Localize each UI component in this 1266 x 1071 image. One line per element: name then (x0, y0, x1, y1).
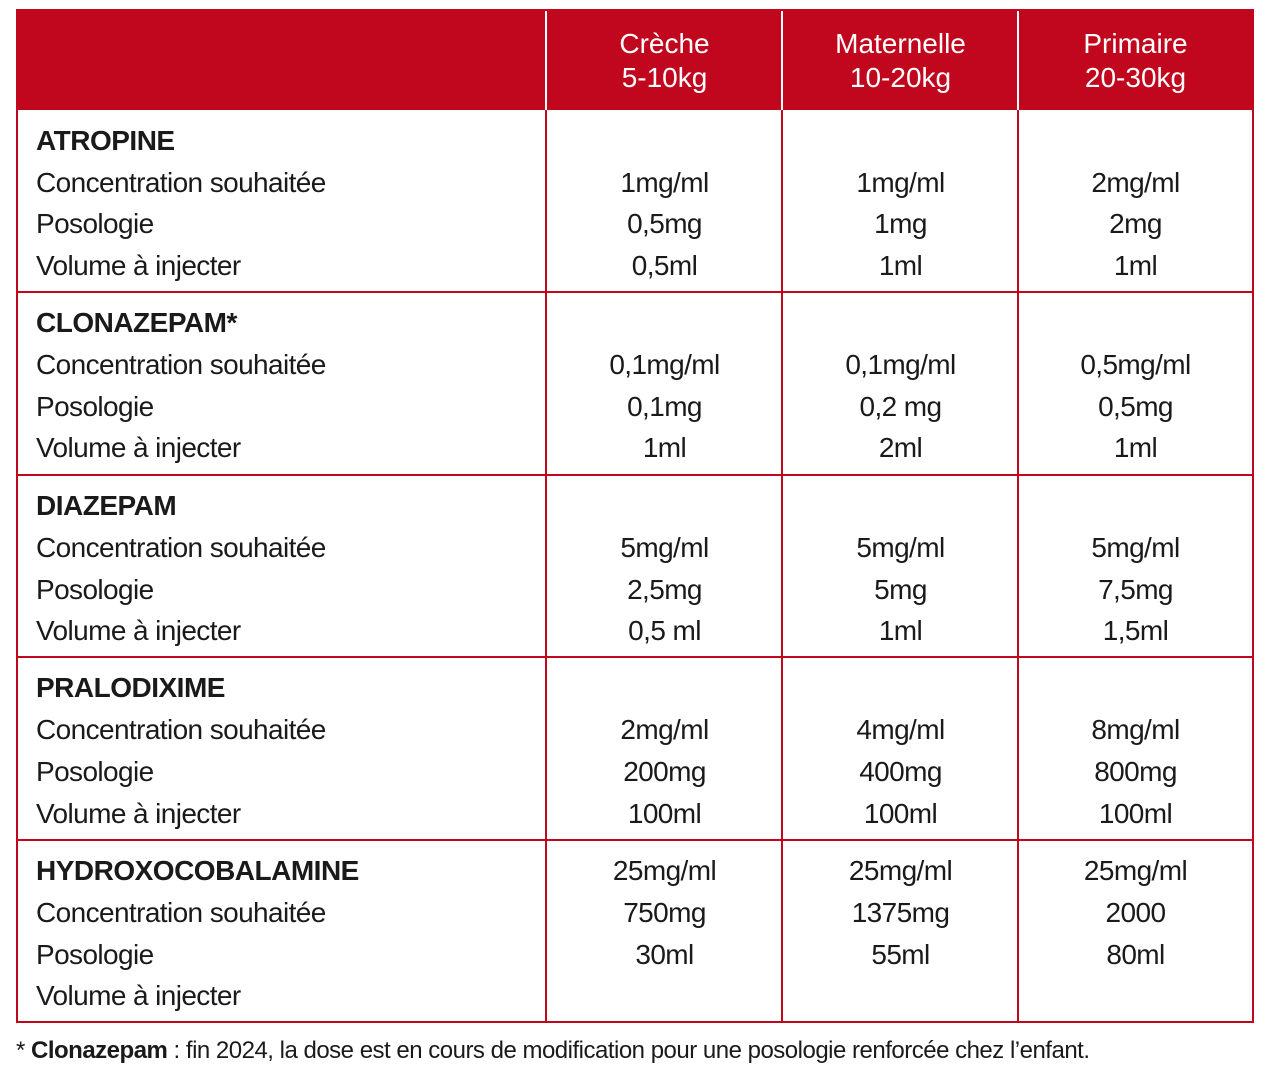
row-divider (18, 656, 1252, 658)
row-label-concentration: Concentration souhaitée (36, 532, 326, 563)
row-label-posologie: Posologie (36, 391, 154, 422)
drug-name: PRALODIXIME (36, 672, 225, 703)
cell-value: 0,5mg (627, 208, 702, 239)
cell-value: 1ml (878, 250, 923, 281)
cell-value: 400mg (859, 756, 942, 787)
row-label-posologie: Posologie (36, 756, 154, 787)
cell-value: 0,5ml (631, 250, 698, 281)
row-label-concentration: Concentration souhaitée (36, 167, 326, 198)
cell-value: 0,5 ml (628, 615, 701, 646)
footnote-marker: * (16, 1037, 32, 1064)
row-label-posologie: Posologie (36, 574, 154, 605)
cell-value: 1mg/ml (856, 167, 945, 198)
header-divider (545, 11, 547, 110)
row-label-volume: Volume à injecter (36, 615, 241, 646)
column-header-maternelle (783, 11, 1018, 110)
cell-value: 25mg/ml (612, 855, 717, 886)
row-label-concentration: Concentration souhaitée (36, 897, 326, 928)
cell-value: 1mg/ml (620, 167, 709, 198)
row-label-posologie: Posologie (36, 208, 154, 239)
cell-value: 5mg/ml (1091, 532, 1180, 563)
cell-value: 5mg/ml (856, 532, 945, 563)
cell-value: 750mg (623, 897, 706, 928)
cell-value: 30ml (635, 939, 694, 970)
cell-value: 25mg/ml (848, 855, 953, 886)
table-header (18, 11, 1252, 110)
footnote-text: : fin 2024, la dose est en cours de modification pour une posologie renforcée chez l’enfant. (167, 1037, 1090, 1064)
column-header-title: Maternelle (835, 27, 966, 59)
drug-name: ATROPINE (36, 125, 175, 156)
row-label-posologie: Posologie (36, 939, 154, 970)
cell-value: 1ml (1113, 250, 1158, 281)
row-divider (18, 474, 1252, 476)
header-divider (781, 11, 783, 110)
row-label-concentration: Concentration souhaitée (36, 349, 326, 380)
cell-value: 1,5ml (1102, 615, 1169, 646)
cell-value: 1ml (878, 615, 923, 646)
cell-value: 2000 (1105, 897, 1166, 928)
cell-value: 0,1mg/ml (609, 349, 720, 380)
cell-value: 2,5mg (627, 574, 702, 605)
cell-value: 55ml (871, 939, 930, 970)
cell-value: 0,5mg (1098, 391, 1173, 422)
cell-value: 2mg/ml (620, 714, 709, 745)
cell-value: 1ml (1113, 432, 1158, 463)
column-header-weight: 20-30kg (1084, 61, 1187, 93)
cell-value: 8mg/ml (1091, 714, 1180, 745)
cell-value: 80ml (1106, 939, 1165, 970)
cell-value: 2mg (1109, 208, 1162, 239)
row-label-volume: Volume à injecter (36, 432, 241, 463)
column-header-title: Primaire (1083, 27, 1188, 59)
cell-value: 0,5mg/ml (1080, 349, 1191, 380)
drug-name: CLONAZEPAM* (36, 307, 237, 338)
cell-value: 100ml (1098, 798, 1173, 829)
footnote-drug: Clonazepam (31, 1037, 168, 1064)
row-label-volume: Volume à injecter (36, 798, 241, 829)
cell-value: 2mg/ml (1091, 167, 1180, 198)
row-label-volume: Volume à injecter (36, 250, 241, 281)
footnote (16, 1036, 1090, 1066)
dosage-table (16, 9, 1254, 1023)
drug-name: HYDROXOCOBALAMINE (36, 855, 359, 886)
cell-value: 25mg/ml (1083, 855, 1188, 886)
header-divider (1017, 11, 1019, 110)
row-divider (18, 839, 1252, 841)
cell-value: 2ml (878, 432, 923, 463)
cell-value: 5mg (874, 574, 927, 605)
column-header-creche (547, 11, 782, 110)
column-header-primaire (1019, 11, 1252, 110)
cell-value: 1mg (874, 208, 927, 239)
row-divider (18, 291, 1252, 293)
cell-value: 1ml (642, 432, 687, 463)
column-header-weight: 5-10kg (621, 61, 708, 93)
cell-value: 5mg/ml (620, 532, 709, 563)
cell-value: 7,5mg (1098, 574, 1173, 605)
cell-value: 0,2 mg (859, 391, 942, 422)
column-header-weight: 10-20kg (849, 61, 952, 93)
cell-value: 100ml (627, 798, 702, 829)
cell-value: 800mg (1094, 756, 1177, 787)
cell-value: 1375mg (851, 897, 950, 928)
row-label-volume: Volume à injecter (36, 980, 241, 1011)
cell-value: 0,1mg/ml (845, 349, 956, 380)
drug-name: DIAZEPAM (36, 490, 177, 521)
cell-value: 100ml (863, 798, 938, 829)
cell-value: 0,1mg (627, 391, 702, 422)
cell-value: 200mg (623, 756, 706, 787)
row-label-concentration: Concentration souhaitée (36, 714, 326, 745)
cell-value: 4mg/ml (856, 714, 945, 745)
column-header-title: Crèche (619, 27, 710, 59)
